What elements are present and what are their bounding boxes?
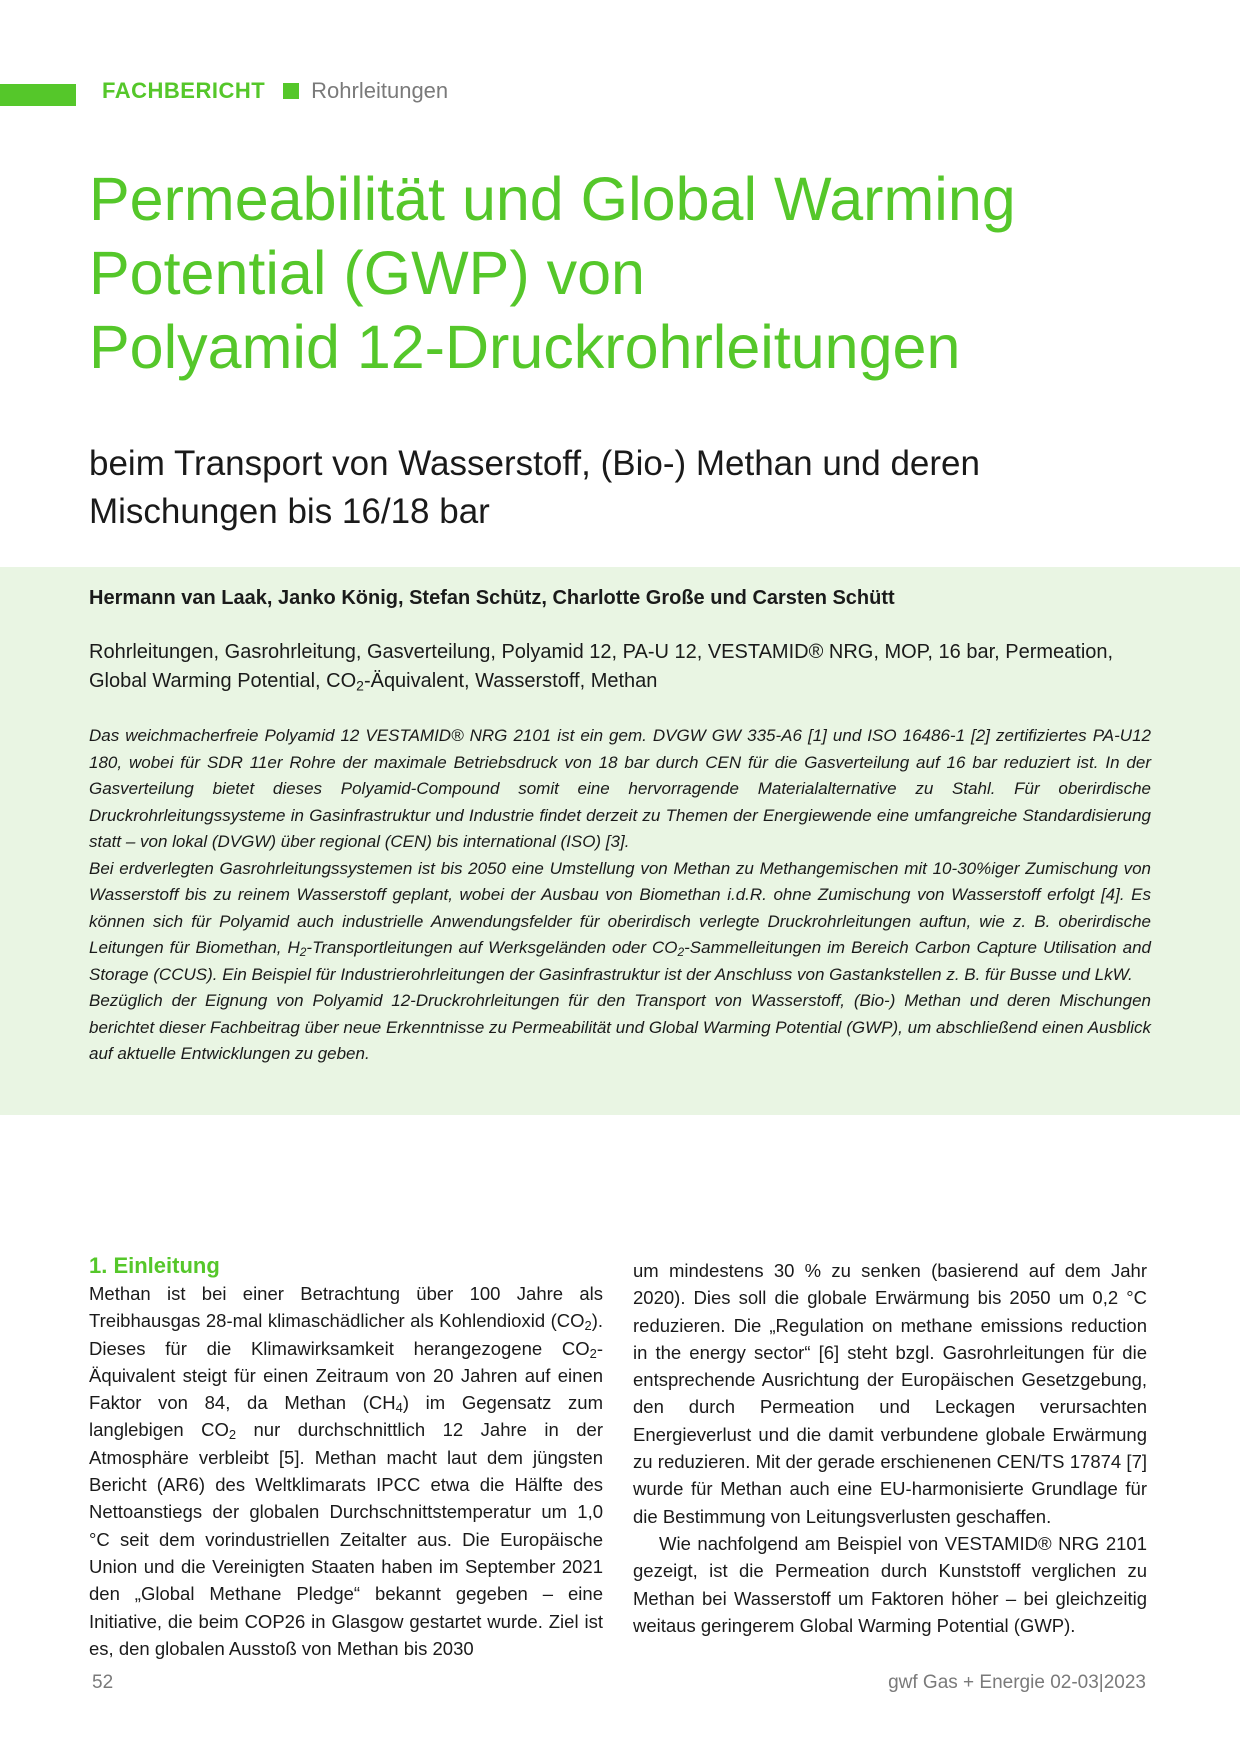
header-rubric	[102, 78, 448, 104]
text-run: Methan ist bei einer Betrachtung über 100 Jahre als Treibhausgas 28-mal klimaschädlicher als Kohlendioxid (CO	[89, 1283, 603, 1332]
section-heading: 1. Einleitung	[89, 1253, 220, 1278]
header-square-icon	[283, 83, 299, 99]
body-paragraph: Wie nachfolgend am Beispiel von VESTAMID® NRG 2101 gezeigt, ist die Permeation durch Kunststoff verglichen zu Methan bei Wasserstoff um Faktoren höher – bei gleichzeitig weitaus geringerem Global Warming Potential (GWP).	[633, 1532, 1147, 1636]
body-paragraph	[89, 1280, 603, 1662]
header-category: FACHBERICHT	[102, 78, 266, 103]
subscript: 2	[677, 944, 685, 959]
body-column-left	[89, 1252, 603, 1662]
journal-issue: gwf Gas + Energie 02-03|2023	[888, 1672, 1146, 1693]
abstract-paragraph: Das weichmacherfreie Polyamid 12 VESTAMID® NRG 2101 ist ein gem. DVGW GW 335-A6 [1] und ISO 16486-1 [2] zertifiziertes PA-U12 180, wobei für SDR 11er Rohre der maximale Betriebsdruck von 18 bar durch CEN für die Gasverteilung auf 16 bar reduziert ist. In der Gasverteilung bietet dieses Polyamid-Compound somit eine hervorragende Materialalternative zu Stahl. Für oberirdische Druckrohrleitungssysteme in Gasinfrastruktur und Industrie findet derzeit zu Themen der Energiewende eine umfangreiche Standardisierung statt – von lokal (DVGW) über regional (CEN) bis international (ISO) [3].	[89, 726, 1151, 851]
subtitle-line: beim Transport von Wasserstoff, (Bio-) Methan und deren	[89, 444, 980, 483]
article-subtitle	[89, 440, 1169, 536]
subscript: 2	[228, 1427, 237, 1443]
subscript: 2	[584, 1318, 592, 1334]
text-run: -Transportleitungen auf Werksgeländen oder CO	[306, 938, 678, 957]
keywords-line: Global Warming Potential, CO	[89, 670, 357, 692]
text-run: -Sammelleitungen im Bereich Carbon Capture Utilisation and Storage (CCUS). Ein Beispiel für Industrierohrleitungen der Gasinfrastruktur ist der Anschluss von Gastankstellen z. B. für Busse und LkW.	[89, 938, 1151, 984]
header-section: Rohrleitungen	[311, 78, 449, 103]
keywords	[89, 638, 1159, 696]
abstract	[89, 723, 1151, 1068]
subtitle-line: Mischungen bis 16/18 bar	[89, 492, 490, 531]
abstract-paragraph: Bezüglich der Eignung von Polyamid 12-Druckrohrleitungen für den Transport von Wasserstoff, (Bio-) Methan und deren Mischungen berichtet dieser Fachbeitrag über neue Erkenntnisse zu Permeabilität und Global Warming Potential (GWP), um abschließend einen Ausblick auf aktuelle Entwicklungen zu geben.	[89, 991, 1151, 1063]
body-paragraph: um mindestens 30 % zu senken (basierend auf dem Jahr 2020). Dies soll die globale Erwärmung bis 2050 um 0,2 °C reduzieren. Die „Regulation on methane emissions reduction in the energy sector“ [6] steht bzgl. Gasrohrleitungen für die entsprechende Ausrichtung der Europäischen Gesetzgebung, den durch Permeation und Leckagen verursachten Energieverlust und die damit verbundene globale Erwärmung zu reduzieren. Mit der gerade erschienenen CEN/TS 17874 [7] wurde für Methan auch eine EU-harmonisierte Grundlage für die Bestimmung von Leitungsverlusten geschaffen.	[633, 1260, 1147, 1527]
title-line: Polyamid 12-Druckrohrleitungen	[89, 313, 961, 381]
subscript: 2	[589, 1345, 597, 1361]
subscript: 2	[356, 677, 364, 694]
subscript: 2	[299, 944, 307, 959]
subscript: 4	[395, 1400, 403, 1416]
body-column-right	[633, 1257, 1147, 1639]
title-line: Permeabilität und Global Warming	[89, 165, 1016, 233]
authors: Hermann van Laak, Janko König, Stefan Schütz, Charlotte Große und Carsten Schütt	[89, 587, 895, 609]
text-run: ). Dieses für die Klimawirksamkeit herangezogene CO	[89, 1310, 603, 1359]
title-line: Potential (GWP) von	[89, 239, 645, 307]
abstract-paragraph	[89, 856, 1151, 989]
text-run: ) im Gegensatz zum langlebigen CO	[89, 1392, 603, 1441]
text-run: nur durchschnittlich 12 Jahre in der Atmosphäre verbleibt [5]. Methan macht laut dem jüngsten Bericht (AR6) des Weltklimarats IPCC etwa die Hälfte des Nettoanstiegs der globalen Durchschnittstemperatur um 1,0 °C seit dem vorindustriellen Zeitalter aus. Die Europäische Union und die Vereinigten Staaten haben im September 2021 den „Global Methane Pledge“ bekannt gegeben – eine Initiative, die beim COP26 in Glasgow gestartet wurde. Ziel ist es, den globalen Ausstoß von Methan bis 2030	[89, 1419, 603, 1659]
text-run: -Äquivalent steigt für einen Zeitraum von 20 Jahren auf einen Faktor von 84, da Methan (CH	[89, 1337, 603, 1414]
keywords-line: Rohrleitungen, Gasrohrleitung, Gasverteilung, Polyamid 12, PA-U 12, VESTAMID® NRG, MOP, 16 bar, Permeation,	[89, 641, 1114, 663]
keywords-line: -Äquivalent, Wasserstoff, Methan	[363, 670, 658, 692]
header-accent-bar	[0, 84, 76, 106]
page-number: 52	[92, 1672, 114, 1693]
article-title	[89, 162, 1169, 384]
text-run: Bei erdverlegten Gasrohrleitungssystemen ist bis 2050 eine Umstellung von Methan zu Methangemischen mit 10-30%iger Zumischung von Wasserstoff bis zu reinem Wasserstoff geplant, wobei der Ausbau von Biomethan i.d.R. ohne Zumischung von Wasserstoff erfolgt [4]. Es können sich für Polyamid auch industrielle Anwendungsfelder für oberirdisch verlegte Druckrohrleitungen auftun, wie z. B. oberirdische Leitungen für Biomethan, H	[89, 858, 1151, 957]
